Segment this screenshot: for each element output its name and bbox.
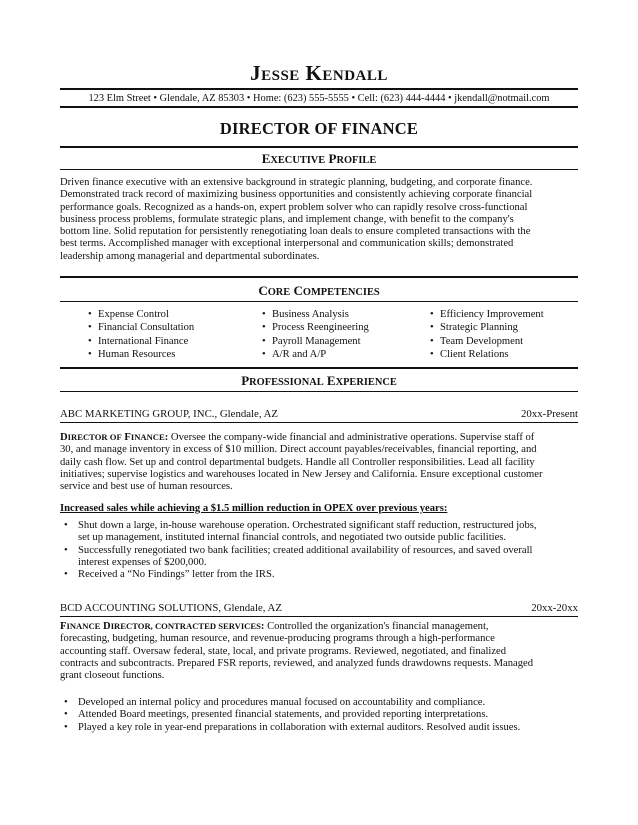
bullet: • [430, 348, 434, 360]
competency-label: Process Reengineering [272, 322, 369, 334]
role-suffix: : [260, 621, 265, 632]
role-initial: D [103, 621, 111, 632]
name-first-initial: J [250, 61, 262, 85]
heading-initial: P [328, 151, 337, 166]
bullet: • [430, 309, 434, 320]
profile-rule-top [60, 146, 578, 148]
employment-dates: 20xx-20xx [531, 602, 578, 614]
bullet: • [88, 309, 92, 320]
contact-line: 123 Elm Street • Glendale, AZ 85303 • Home: (623) 555-5555 • Cell: (623) 444-4444 • jkendall@notmail.com [88, 93, 550, 104]
header-rule-bottom [60, 106, 578, 108]
achievement-item [60, 569, 578, 581]
heading-rest: OMPETENCIES [302, 287, 380, 298]
profile-line: business process problems, formulate strategic plans, and implement change, with benefit to the company's [60, 213, 514, 225]
bullet: • [88, 335, 92, 347]
section-heading-core-competencies [60, 283, 578, 301]
competency-item [430, 308, 544, 321]
heading-rest: ROFESSIONAL [249, 377, 324, 388]
achievements-list-bcd-accounting [60, 697, 578, 734]
job-description-line: daily cash flow. Set up and control departmental budgets. Handle all Controller responsibilities. Lead all facility [60, 456, 535, 468]
job-header-abc-marketing [60, 408, 578, 423]
executive-profile-text [60, 177, 578, 263]
achievement-line: Shut down a large, in-house warehouse operation. Orchestrated significant staff reduction, restructured jobs, [78, 520, 537, 531]
competency-item [88, 348, 194, 361]
achievement-item [60, 520, 578, 545]
competency-item [88, 335, 194, 348]
achievement-item [60, 697, 578, 709]
achievement-heading: Increased sales while achieving a $1.5 million reduction in OPEX over previous years: [60, 503, 448, 514]
profile-line: best terms. Accomplished manager with exceptional interpersonal and communication skills; demonstrated [60, 238, 514, 250]
job-description-abc-marketing [60, 431, 578, 493]
bullet: • [88, 322, 92, 334]
experience-rule-bottom [60, 391, 578, 392]
bullet: • [64, 697, 68, 708]
job-description-text: Oversee the company-wide financial and administrative operations. Supervise staff of [168, 432, 535, 443]
profile-line: Driven finance executive with an extensive background in strategic planning, budgeting, and corporate finance. [60, 177, 533, 188]
job-description-line: forecasting, budgeting, human resource, and revenue-producing programs through a high-performance [60, 633, 495, 645]
bullet: • [64, 544, 68, 556]
candidate-name [0, 60, 638, 89]
competencies-column-3 [430, 308, 544, 361]
competency-label: Payroll Management [272, 335, 361, 347]
heading-initial: C [258, 283, 268, 298]
achievement-line: Attended Board meetings, presented financial statements, and provided reporting interpretations. [78, 709, 489, 721]
competency-label: Team Development [440, 335, 524, 347]
company-name: ABC MARKETING GROUP, INC., Glendale, AZ [60, 408, 279, 420]
competency-label: A/R and A/P [272, 348, 327, 360]
bullet: • [88, 348, 92, 360]
competency-label: Human Resources [98, 348, 176, 360]
heading-initial: P [241, 373, 250, 388]
competency-label: Financial Consultation [98, 322, 195, 334]
role-title [60, 432, 168, 443]
heading-initial: E [326, 373, 336, 388]
competency-label: Efficiency Improvement [440, 309, 544, 320]
bullet: • [64, 569, 68, 581]
competency-label: Strategic Planning [440, 322, 518, 334]
competency-label: Business Analysis [272, 309, 349, 320]
competency-item [430, 348, 544, 361]
heading-rest: ROFILE [336, 155, 377, 166]
competency-item [262, 335, 369, 348]
achievement-line: interest expenses of $200,000. [78, 556, 207, 568]
profile-line: leadership among managerial and departmental subordinates. [60, 250, 320, 262]
competency-label: Expense Control [98, 309, 169, 320]
competency-item [262, 348, 369, 361]
name-last-rest: ENDALL [322, 68, 388, 84]
competency-label: Client Relations [440, 348, 509, 360]
role-rest: INANCE [66, 621, 101, 631]
job-description-line: contracts and subcontracts. Prepared FSR reports, reviewed, and analyzed funds drawdowns requests. Managed [60, 657, 534, 669]
name-first-rest: ESSE [261, 68, 300, 84]
heading-rest: XECUTIVE [270, 155, 326, 166]
achievement-line: set up management, instituted internal financial controls, and negotiated two outside public facilities. [78, 532, 507, 544]
name-last-initial: K [305, 61, 323, 85]
company-name: BCD ACCOUNTING SOLUTIONS, Glendale, AZ [60, 602, 282, 614]
achievement-item [60, 545, 578, 570]
job-description-line [60, 431, 578, 444]
bullet: • [64, 520, 68, 531]
competencies-column-2 [262, 308, 369, 361]
heading-rest: ORE [267, 287, 291, 298]
role-initial: F [60, 621, 67, 632]
job-description-line: grant closeout functions. [60, 670, 165, 682]
profile-line: bottom line. Solid reputation for persistently renegotiating loan deals to ensure completed transactions with the [60, 226, 531, 238]
bullet: • [64, 721, 68, 733]
header-rule-top [60, 88, 578, 90]
competency-item [430, 335, 544, 348]
job-description-line: 30, and manage inventory in excess of $10 million. Direct account payables/receivables, financial reporting, and [60, 444, 537, 456]
competency-item [262, 308, 369, 321]
profile-line: Demonstrated track record of maximizing business opportunities and consistently achieving corporate financial [60, 189, 533, 201]
role-rest: INANCE [130, 432, 165, 442]
achievements-list-abc-marketing [60, 520, 578, 581]
achievement-item [60, 709, 578, 721]
role-title [60, 621, 264, 632]
role-initial: F [124, 432, 131, 443]
competency-item [262, 321, 369, 334]
achievement-line: Played a key role in year-end preparations in collaboration with external auditors. Resolved audit issues. [78, 721, 521, 733]
achievement-line: Successfully renegotiated two bank facilities; created additional availability of resources, and saved overall [78, 544, 533, 556]
competencies-rule-top [60, 276, 578, 278]
competency-item [430, 321, 544, 334]
heading-rest: XPERIENCE [335, 377, 397, 388]
achievement-line: Developed an internal policy and procedures manual focused on accountability and compliance. [78, 697, 486, 708]
competency-label: International Finance [98, 335, 189, 347]
competency-item [88, 321, 194, 334]
job-header-bcd-accounting [60, 602, 578, 617]
job-description-line [60, 620, 578, 633]
job-description-line: accounting staff. Oversaw federal, state, local, and private programs. Reviewed, negotiated, and finalized [60, 645, 507, 657]
bullet: • [262, 348, 266, 360]
competency-item [88, 308, 194, 321]
role-initial: D [60, 432, 68, 443]
bullet: • [430, 335, 434, 347]
competencies-column-1 [88, 308, 194, 361]
job-description-text: Controlled the organization's financial management, [264, 621, 489, 632]
section-heading-professional-experience [60, 373, 578, 391]
experience-rule-top [60, 367, 578, 369]
heading-initial: E [261, 151, 271, 166]
role-rest: IRECTOR OF [67, 432, 122, 442]
bullet: • [262, 309, 266, 320]
achievement-line: Received a “No Findings” letter from the IRS. [78, 569, 275, 581]
bullet: • [64, 709, 68, 721]
profile-line: performance goals. Recognized as a hands-on, expert problem solver who can rapidly resolve cross-functional [60, 201, 528, 213]
bullet: • [262, 322, 266, 334]
bullet: • [262, 335, 266, 347]
competencies-rule-bottom [60, 301, 578, 302]
achievement-item [60, 722, 578, 734]
job-description-line: initiatives; supervise logistics and warehouses located in New Jersey and California. Ensure exceptional customer [60, 468, 543, 480]
job-description-bcd-accounting [60, 620, 578, 682]
heading-initial: C [293, 283, 303, 298]
bullet: • [430, 322, 434, 334]
job-title: DIRECTOR OF FINANCE [219, 119, 419, 138]
job-description-line: service and best use of human resources. [60, 481, 233, 493]
profile-rule-bottom [60, 169, 578, 170]
employment-dates: 20xx-Present [521, 408, 578, 420]
role-suffix: : [164, 432, 169, 443]
section-heading-executive-profile [60, 151, 578, 169]
role-rest: IRECTOR, CONTRACTED SERVICES [110, 621, 261, 631]
